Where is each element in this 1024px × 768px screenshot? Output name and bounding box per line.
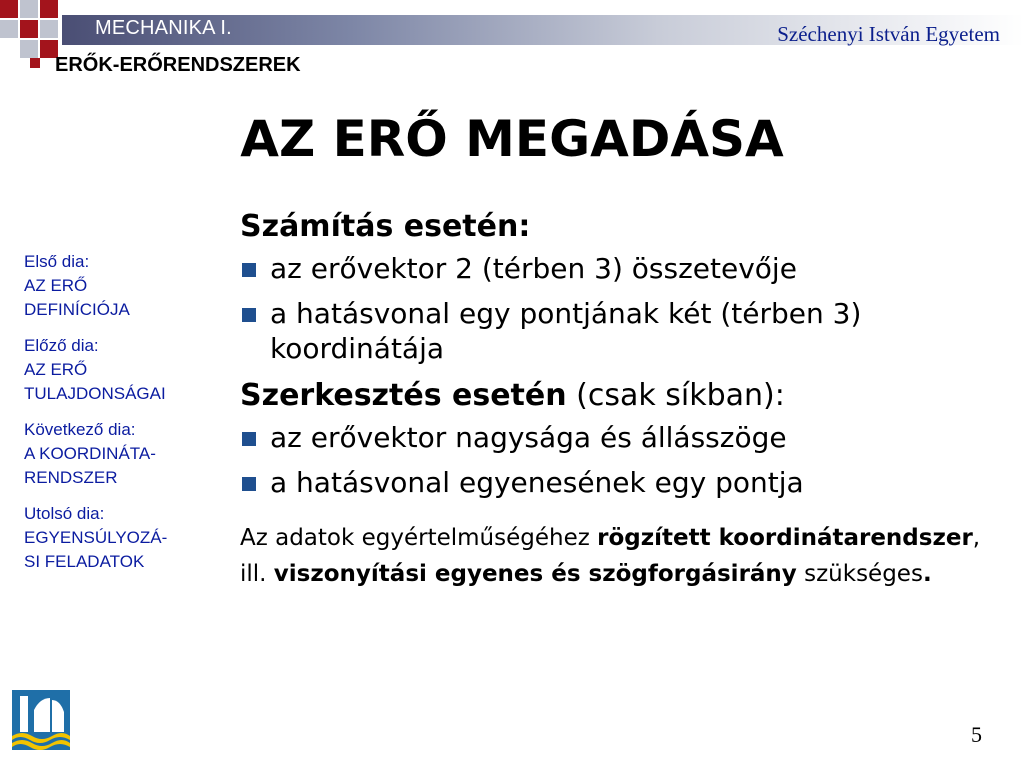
last-slide-link[interactable] xyxy=(24,502,224,574)
nav-next-label: Következő dia: xyxy=(24,420,136,439)
nav-first-label: Első dia: xyxy=(24,252,90,271)
nav-previous-title-2: TULAJDONSÁGAI xyxy=(24,384,166,403)
nav-last-title-1: EGYENSÚLYOZÁ- xyxy=(24,528,168,547)
construction-heading-note: (csak síkban): xyxy=(566,378,785,413)
course-title: MECHANIKA I. xyxy=(95,17,232,39)
nav-last-title-2: SI FELADATOK xyxy=(24,552,145,571)
nav-next-title-1: A KOORDINÁTA- xyxy=(24,444,156,463)
first-slide-link[interactable] xyxy=(24,250,224,322)
list-item xyxy=(240,296,1000,366)
calculation-heading: Számítás esetén: xyxy=(240,209,531,244)
list-item-text: az erővektor 2 (térben 3) összetevője xyxy=(270,252,797,285)
note-text-2: , ill. xyxy=(240,525,981,587)
list-item xyxy=(240,420,1000,455)
next-slide-link[interactable] xyxy=(24,418,224,490)
bullet-square-icon xyxy=(242,477,256,491)
construction-heading-bold: Szerkesztés esetén xyxy=(240,378,567,413)
calculation-list xyxy=(240,251,1000,366)
note-text-3: szükséges xyxy=(796,561,923,587)
list-item-text: az erővektor nagysága és állásszöge xyxy=(270,421,787,454)
bullet-square-icon xyxy=(242,308,256,322)
note-emphasis-1: rögzített koordinátarendszer xyxy=(597,525,973,551)
nav-last-label: Utolsó dia: xyxy=(24,504,105,523)
construction-list xyxy=(240,420,1000,500)
slide-content xyxy=(240,205,1000,592)
list-item xyxy=(240,465,1000,500)
previous-slide-link[interactable] xyxy=(24,334,224,406)
data-note xyxy=(240,520,1000,592)
construction-heading xyxy=(240,376,1000,416)
list-item-text: a hatásvonal egyenesének egy pontja xyxy=(270,466,804,499)
nav-previous-label: Előző dia: xyxy=(24,336,99,355)
slide-title: AZ ERŐ MEGADÁSA xyxy=(240,110,784,168)
slide-navigation xyxy=(24,250,224,586)
university-logo xyxy=(12,690,70,750)
nav-next-title-2: RENDSZER xyxy=(24,468,118,487)
note-emphasis-2: viszonyítási egyenes és szögforgásirány xyxy=(273,561,797,587)
nav-first-title-1: AZ ERŐ xyxy=(24,276,88,295)
university-name: Széchenyi István Egyetem xyxy=(777,22,1000,46)
nav-previous-title-1: AZ ERŐ xyxy=(24,360,88,379)
nav-first-title-2: DEFINÍCIÓJA xyxy=(24,300,130,319)
note-emphasis-3: . xyxy=(922,561,932,587)
bullet-square-icon xyxy=(242,263,256,277)
section-title: ERŐK-ERŐRENDSZEREK xyxy=(55,54,301,76)
page-number: 5 xyxy=(971,722,982,747)
note-text-1: Az adatok egyértelműségéhez xyxy=(240,525,598,551)
list-item-text: a hatásvonal egy pontjának két (térben 3) koordinátája xyxy=(270,297,862,365)
list-item xyxy=(240,251,1000,286)
bullet-square-icon xyxy=(242,432,256,446)
